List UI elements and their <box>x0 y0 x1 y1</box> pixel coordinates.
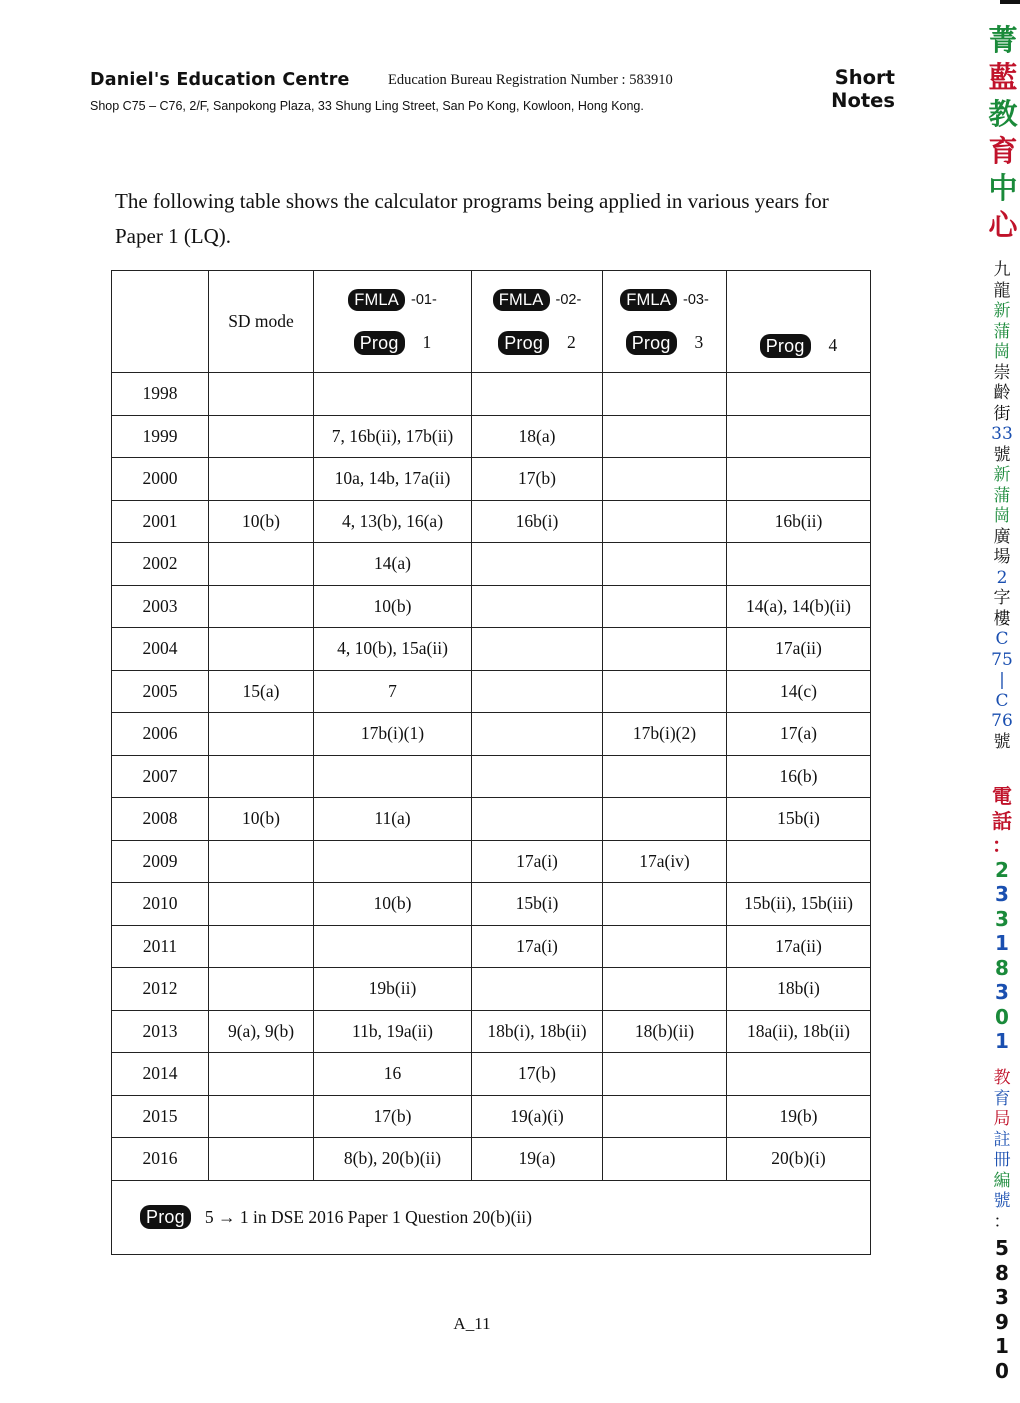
question-cell: 17(b) <box>472 1053 603 1096</box>
question-cell <box>603 1138 727 1181</box>
question-cell <box>727 458 871 501</box>
sidebar-char: 菁 <box>988 23 1018 57</box>
question-cell <box>314 840 472 883</box>
sidebar-char: | <box>999 670 1005 690</box>
question-cell <box>603 500 727 543</box>
question-cell <box>603 1095 727 1138</box>
question-cell: 14(a) <box>314 543 472 586</box>
question-cell: 19b(ii) <box>314 968 472 1011</box>
year-cell: 2002 <box>112 543 209 586</box>
prog-number: 1 <box>422 332 432 352</box>
question-cell: 16 <box>314 1053 472 1096</box>
short-notes-label <box>800 66 895 112</box>
table-row <box>112 840 871 883</box>
prog-key-icon: Prog <box>354 331 405 355</box>
question-cell: 19(a)(i) <box>472 1095 603 1138</box>
table-footer-row <box>112 1180 871 1254</box>
table-row <box>112 798 871 841</box>
intro-text: The following table shows the calculator programs being applied in various years for Paper 1 (LQ). <box>115 189 829 248</box>
question-cell <box>603 543 727 586</box>
question-cell <box>472 798 603 841</box>
question-cell <box>472 755 603 798</box>
question-cell <box>727 1053 871 1096</box>
sidebar-char: 2 <box>996 567 1008 588</box>
short-notes-line2: Notes <box>831 89 895 112</box>
question-cell <box>603 755 727 798</box>
year-cell: 2009 <box>112 840 209 883</box>
question-cell <box>727 840 871 883</box>
question-cell: 18a(ii), 18b(ii) <box>727 1010 871 1053</box>
question-cell <box>603 925 727 968</box>
footer-cell <box>112 1180 871 1254</box>
question-cell <box>727 543 871 586</box>
question-cell <box>209 713 314 756</box>
prog-key-icon: Prog <box>626 331 677 355</box>
question-cell <box>209 755 314 798</box>
sidebar-char: 樓 <box>993 608 1011 629</box>
centre-name: Daniel's Education Centre <box>90 70 350 90</box>
question-cell: 11(a) <box>314 798 472 841</box>
question-cell: 18b(i), 18b(ii) <box>472 1010 603 1053</box>
sidebar-char: 1 <box>995 1029 1009 1053</box>
sidebar-char: 廣 <box>993 526 1011 547</box>
table-row <box>112 883 871 926</box>
question-cell: 17a(ii) <box>727 925 871 968</box>
question-cell: 7, 16b(ii), 17b(ii) <box>314 415 472 458</box>
year-cell: 2012 <box>112 968 209 1011</box>
question-cell: 18b(i) <box>727 968 871 1011</box>
table-header-row <box>112 271 871 373</box>
question-cell: 19(b) <box>727 1095 871 1138</box>
question-cell: 15b(i) <box>727 798 871 841</box>
question-cell <box>603 628 727 671</box>
question-cell <box>314 925 472 968</box>
question-cell <box>314 755 472 798</box>
question-cell: 4, 10(b), 15a(ii) <box>314 628 472 671</box>
question-cell <box>314 373 472 416</box>
question-cell: 16(b) <box>727 755 871 798</box>
prog-number: 2 <box>567 332 576 352</box>
question-cell: 18(b)(ii) <box>603 1010 727 1053</box>
question-cell: 4, 13(b), 16(a) <box>314 500 472 543</box>
question-cell <box>209 925 314 968</box>
question-cell: 10(b) <box>209 798 314 841</box>
fmla-suffix: -03- <box>683 291 709 308</box>
sidebar-char: 教 <box>993 1068 1011 1088</box>
sidebar-char: 3 <box>995 1285 1009 1309</box>
sidebar-centre-title <box>985 22 1020 244</box>
question-cell: 15(a) <box>209 670 314 713</box>
sidebar-telephone <box>988 784 1016 1054</box>
year-cell: 2005 <box>112 670 209 713</box>
header-prog-1 <box>314 271 472 373</box>
year-cell: 1998 <box>112 373 209 416</box>
question-cell <box>209 543 314 586</box>
sidebar-char: 9 <box>995 1309 1009 1334</box>
question-cell <box>209 373 314 416</box>
question-cell: 15b(ii), 15b(iii) <box>727 883 871 926</box>
question-cell: 17a(i) <box>472 925 603 968</box>
question-cell <box>603 373 727 416</box>
question-cell <box>472 373 603 416</box>
sidebar-char: 龍 <box>993 280 1011 301</box>
sidebar-char: 話 <box>992 808 1012 833</box>
sidebar-char: 育 <box>988 134 1018 168</box>
sidebar-char: 中 <box>988 171 1018 205</box>
header-prog-3 <box>603 271 727 373</box>
table-row <box>112 415 871 458</box>
question-cell <box>209 968 314 1011</box>
question-cell <box>603 458 727 501</box>
question-cell: 16b(ii) <box>727 500 871 543</box>
registration-number: Education Bureau Registration Number : 583910 <box>388 72 673 88</box>
header-prog-2 <box>472 271 603 373</box>
sidebar-char: 3 <box>995 882 1009 906</box>
question-cell: 17b(i)(2) <box>603 713 727 756</box>
table-row <box>112 1095 871 1138</box>
table-row <box>112 755 871 798</box>
question-cell: 17a(iv) <box>603 840 727 883</box>
table-row <box>112 628 871 671</box>
fmla-suffix: -02- <box>555 291 582 308</box>
table-row <box>112 585 871 628</box>
sidebar-registration-label <box>988 1068 1016 1232</box>
sidebar-address <box>988 260 1016 752</box>
question-cell <box>209 458 314 501</box>
question-cell <box>472 628 603 671</box>
question-cell <box>603 798 727 841</box>
year-cell: 2015 <box>112 1095 209 1138</box>
question-cell: 16b(i) <box>472 500 603 543</box>
table-row <box>112 713 871 756</box>
program-table <box>111 270 871 1255</box>
centre-address: Shop C75 – C76, 2/F, Sanpokong Plaza, 33 Shung Ling Street, San Po Kong, Kowloon, Hong Kong. <box>90 99 644 113</box>
sidebar-char: 九 <box>993 260 1011 280</box>
prog-number: 4 <box>828 335 838 355</box>
table-row <box>112 968 871 1011</box>
sidebar-char: 崇 <box>993 362 1011 383</box>
short-notes-line1: Short <box>834 66 895 89</box>
sidebar-char: 新 <box>993 465 1011 485</box>
year-cell: 2006 <box>112 713 209 756</box>
question-cell: 17(b) <box>472 458 603 501</box>
sidebar-char: 號 <box>993 1191 1011 1211</box>
question-cell: 17a(ii) <box>727 628 871 671</box>
question-cell: 11b, 19a(ii) <box>314 1010 472 1053</box>
sidebar-char: ： <box>992 833 1012 857</box>
top-edge-mark <box>1000 0 1020 4</box>
year-cell: 2001 <box>112 500 209 543</box>
question-cell: 8(b), 20(b)(ii) <box>314 1138 472 1181</box>
question-cell <box>603 415 727 458</box>
sidebar-char: 場 <box>993 547 1011 567</box>
question-cell <box>209 840 314 883</box>
table-row <box>112 925 871 968</box>
question-cell <box>472 670 603 713</box>
question-cell <box>472 968 603 1011</box>
year-cell: 2014 <box>112 1053 209 1096</box>
sidebar-char: 蒲 <box>993 485 1011 506</box>
sidebar-char: C <box>995 629 1009 649</box>
header-prog-4 <box>727 271 871 373</box>
sidebar-char: 1 <box>995 1334 1009 1358</box>
footer-note: 5 → 1 in DSE 2016 Paper 1 Question 20(b)(ii) <box>204 1206 532 1227</box>
sidebar-char: 76 <box>991 711 1013 731</box>
sidebar-char: 教 <box>988 97 1018 131</box>
fmla-key-icon: FMLA <box>493 289 550 311</box>
question-cell: 14(a), 14(b)(ii) <box>727 585 871 628</box>
question-cell: 10(b) <box>314 883 472 926</box>
table-row <box>112 1053 871 1096</box>
year-cell: 2013 <box>112 1010 209 1053</box>
table-row <box>112 500 871 543</box>
sidebar-char: 局 <box>993 1109 1011 1129</box>
sidebar-char: 崗 <box>993 342 1011 362</box>
question-cell <box>472 585 603 628</box>
fmla-suffix: -01- <box>411 291 437 308</box>
prog-key-icon: Prog <box>760 334 811 358</box>
sidebar-char: 號 <box>993 731 1011 752</box>
year-cell: 2000 <box>112 458 209 501</box>
year-cell: 2011 <box>112 925 209 968</box>
question-cell: 20(b)(i) <box>727 1138 871 1181</box>
question-cell: 10(b) <box>314 585 472 628</box>
table-row <box>112 373 871 416</box>
question-cell: 18(a) <box>472 415 603 458</box>
year-cell: 2010 <box>112 883 209 926</box>
prog-key-icon: Prog <box>498 331 549 355</box>
sidebar-char: 3 <box>995 906 1009 931</box>
sidebar-char: 0 <box>995 1358 1009 1383</box>
table-row <box>112 1138 871 1181</box>
fmla-key-icon: FMLA <box>620 289 677 311</box>
sidebar-char: 33 <box>991 424 1013 444</box>
question-cell <box>209 628 314 671</box>
question-cell <box>603 968 727 1011</box>
header-sd-mode <box>209 271 314 373</box>
question-cell: 14(c) <box>727 670 871 713</box>
year-cell: 2003 <box>112 585 209 628</box>
question-cell: 17(b) <box>314 1095 472 1138</box>
sidebar-char: 字 <box>993 588 1011 608</box>
sidebar-char: 75 <box>991 649 1013 670</box>
question-cell: 9(a), 9(b) <box>209 1010 314 1053</box>
question-cell <box>727 415 871 458</box>
prog-key-icon: Prog <box>140 1205 191 1229</box>
question-cell: 15b(i) <box>472 883 603 926</box>
question-cell <box>603 670 727 713</box>
prog-number: 3 <box>694 332 704 352</box>
table-row <box>112 543 871 586</box>
sidebar-char: 冊 <box>993 1150 1011 1170</box>
question-cell <box>209 1138 314 1181</box>
header-year-cell <box>112 271 209 373</box>
sidebar-char: 1 <box>995 931 1009 955</box>
question-cell <box>603 1053 727 1096</box>
sidebar-char: 0 <box>995 1004 1009 1029</box>
year-cell: 1999 <box>112 415 209 458</box>
question-cell <box>209 883 314 926</box>
sidebar-char: 編 <box>993 1170 1011 1191</box>
sidebar-char: 育 <box>993 1088 1011 1109</box>
question-cell <box>603 585 727 628</box>
sidebar-char: 崗 <box>993 506 1011 526</box>
question-cell: 17b(i)(1) <box>314 713 472 756</box>
question-cell <box>209 1095 314 1138</box>
sidebar-char: 電 <box>992 784 1012 808</box>
sidebar-char: 8 <box>995 1260 1009 1285</box>
question-cell: 19(a) <box>472 1138 603 1181</box>
sidebar-char: ： <box>993 1211 1011 1232</box>
table-row <box>112 458 871 501</box>
table-row <box>112 670 871 713</box>
year-cell: 2004 <box>112 628 209 671</box>
sidebar-registration-number <box>988 1236 1016 1383</box>
sidebar-char: 心 <box>988 208 1018 242</box>
question-cell <box>603 883 727 926</box>
sidebar-char: 街 <box>993 403 1011 424</box>
sidebar-char: 2 <box>995 857 1009 882</box>
year-cell: 2007 <box>112 755 209 798</box>
question-cell: 17(a) <box>727 713 871 756</box>
sidebar-char: 蒲 <box>993 321 1011 342</box>
year-cell: 2008 <box>112 798 209 841</box>
sidebar-char: 號 <box>993 444 1011 465</box>
question-cell <box>727 373 871 416</box>
question-cell: 10a, 14b, 17a(ii) <box>314 458 472 501</box>
question-cell <box>472 713 603 756</box>
sidebar-char: 5 <box>995 1236 1009 1260</box>
table-row <box>112 1010 871 1053</box>
sidebar-char: 齡 <box>993 383 1011 403</box>
question-cell: 17a(i) <box>472 840 603 883</box>
question-cell <box>209 415 314 458</box>
page-number: A_11 <box>453 1314 491 1333</box>
sd-mode-label: SD mode <box>228 311 294 331</box>
question-cell <box>209 585 314 628</box>
sidebar-char: C <box>995 690 1009 711</box>
sidebar-char: 藍 <box>988 60 1018 94</box>
sidebar-char: 註 <box>993 1129 1011 1150</box>
fmla-key-icon: FMLA <box>348 289 405 311</box>
question-cell: 10(b) <box>209 500 314 543</box>
year-cell: 2016 <box>112 1138 209 1181</box>
question-cell <box>472 543 603 586</box>
sidebar-char: 3 <box>995 980 1009 1004</box>
question-cell <box>209 1053 314 1096</box>
sidebar-char: 新 <box>993 301 1011 321</box>
sidebar-char: 8 <box>995 955 1009 980</box>
question-cell: 7 <box>314 670 472 713</box>
